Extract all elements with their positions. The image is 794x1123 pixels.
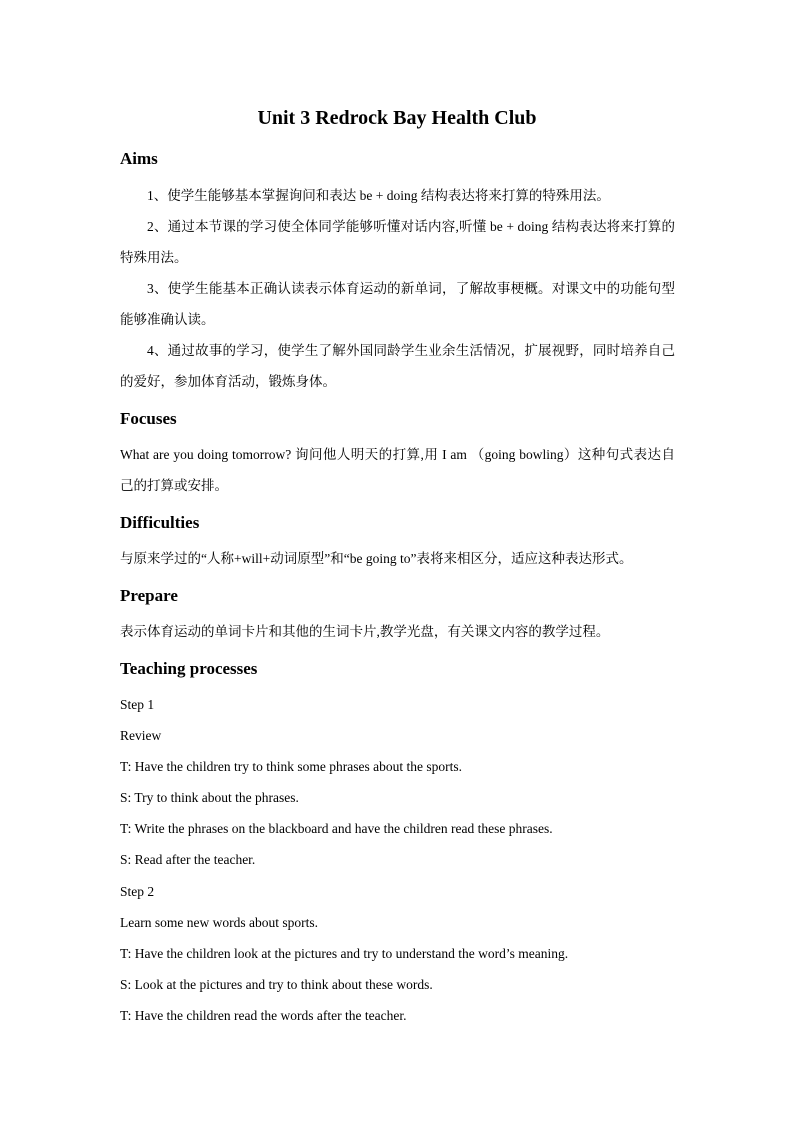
teaching-line: Step 2 [120, 884, 155, 899]
focuses-text: What are you doing tomorrow? 询问他人明天的打算,用 I am （going bowling）这种句式表达自己的打算或安排。 [120, 447, 675, 493]
prepare-heading: Prepare [120, 586, 178, 605]
aims-item-3: 3、使学生能基本正确认读表示体育运动的新单词，了解故事梗概。对课文中的功能句型能够准确认读。 [120, 281, 675, 327]
focuses-heading: Focuses [120, 409, 177, 428]
teaching-line: T: Write the phrases on the blackboard and have the children read these phrases. [120, 821, 553, 836]
teaching-line: T: Have the children try to think some phrases about the sports. [120, 759, 463, 774]
teaching-line: Step 1 [120, 697, 155, 712]
teaching-processes-heading: Teaching processes [120, 659, 258, 678]
prepare-text: 表示体育运动的单词卡片和其他的生词卡片,教学光盘，有关课文内容的教学过程。 [120, 624, 610, 639]
teaching-line: Learn some new words about sports. [120, 915, 318, 930]
aims-item-2: 2、通过本节课的学习使全体同学能够听懂对话内容,听懂 be + doing 结构表达将来打算的特殊用法。 [120, 219, 675, 265]
teaching-line: S: Try to think about the phrases. [120, 790, 299, 805]
page-title: Unit 3 Redrock Bay Health Club [257, 107, 537, 129]
aims-heading: Aims [120, 149, 158, 168]
difficulties-text: 与原来学过的“人称+will+动词原型”和“be going to”表将来相区分，适应这种表达形式。 [120, 551, 633, 566]
aims-item-1: 1、使学生能够基本掌握询问和表达 be + doing 结构表达将来打算的特殊用法。 [147, 188, 610, 203]
teaching-line: S: Read after the teacher. [120, 852, 256, 867]
teaching-line: S: Look at the pictures and try to think about these words. [120, 977, 433, 992]
teaching-line: T: Have the children read the words after the teacher. [120, 1008, 407, 1023]
teaching-line: T: Have the children look at the pictures and try to understand the word’s meaning. [120, 946, 569, 961]
aims-item-4: 4、通过故事的学习，使学生了解外国同龄学生业余生活情况，扩展视野，同时培养自己的爱好，参加体育活动，锻炼身体。 [120, 343, 675, 389]
teaching-line: Review [120, 728, 162, 743]
difficulties-heading: Difficulties [120, 513, 200, 532]
